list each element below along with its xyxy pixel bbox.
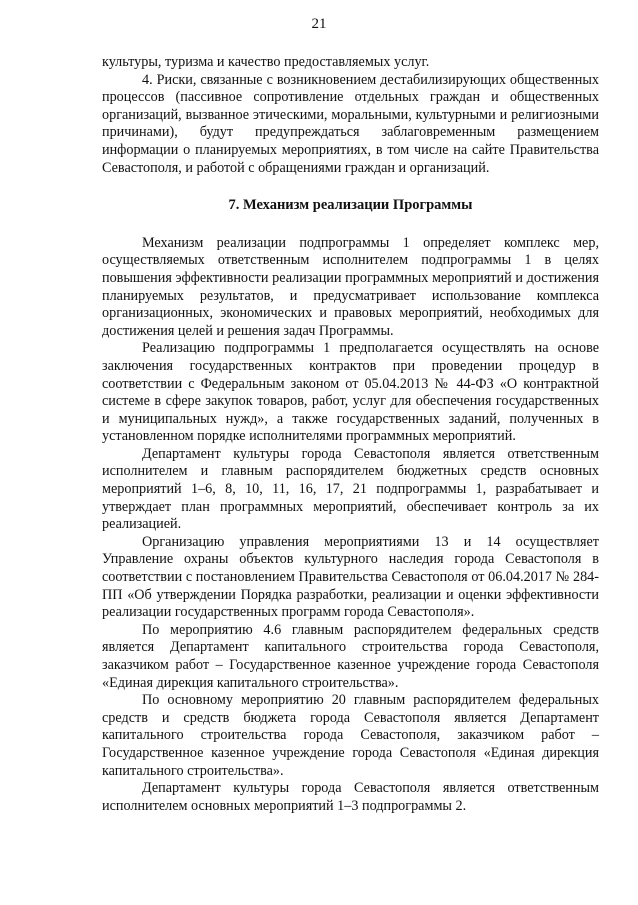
section-heading: 7. Механизм реализации Программы	[228, 197, 473, 214]
paragraph: 4. Риски, связанные с возникновением дестабилизирующих общественных процессов (пассивное сопротивление отдельных граждан и общественных организаций, вызванное этическими, моральными, культурными и религиозными причинами), будут предупреждаться заблаговременным размещением информации о планируемых мероприятиях, в том числе на сайте Правительства Севастополя, и работой с обращениями граждан и организаций.	[102, 71, 599, 176]
paragraph: По мероприятию 4.6 главным распорядителем федеральных средств является Департамент капитального строительства города Севастополя, заказчиком работ – Государственное казенное учреждение города Севастополя «Единая дирекция капитального строительства».	[102, 621, 599, 691]
paragraph: Департамент культуры города Севастополя является ответственным исполнителем и главным распорядителем бюджетных средств основных мероприятий 1–6, 8, 10, 11, 16, 17, 21 подпрограммы 1, разрабатывает и утверждает план программных мероприятий, обеспечивает контроль за их реализацией.	[102, 445, 599, 533]
paragraph: Реализацию подпрограммы 1 предполагается осуществлять на основе заключения государственных контрактов при проведении процедур в соответствии с Федеральным законом от 05.04.2013 № 44-ФЗ «О контрактной системе в сфере закупок товаров, работ, услуг для обеспечения государственных и муниципальных нужд», а также государственных заданий, полученных в установленном порядке исполнителями программных мероприятий.	[102, 340, 599, 445]
paragraph: По основному мероприятию 20 главным распорядителем федеральных средств и средств бюджета города Севастополя является Департамент капитального строительства города Севастополя, заказчиком работ – Государственное казенное учреждение города Севастополя «Единая дирекция капитального строительства».	[102, 692, 599, 779]
paragraph: Механизм реализации подпрограммы 1 определяет комплекс мер, осуществляемых ответственным исполнителем подпрограммы 1 в целях повышения эффективности реализации программных мероприятий и достижения планируемых результатов, и предусматривает использование комплекса организационных, экономических и правовых мероприятий, необходимых для достижения целей и решения задач Программы.	[102, 234, 599, 339]
paragraph: Организацию управления мероприятиями 13 и 14 осуществляет Управление охраны объектов культурного наследия города Севастополя в соответствии с постановлением Правительства Севастополя от 06.04.2017 № 284-ПП «Об утверждении Порядка разработки, реализации и оценки эффективности реализации государственных программ города Севастополя».	[102, 533, 599, 621]
paragraph: культуры, туризма и качество предоставляемых услуг.	[102, 54, 430, 70]
page-number: 21	[311, 16, 327, 32]
document-body	[102, 54, 599, 815]
paragraph: Департамент культуры города Севастополя является ответственным исполнителем основных мероприятий 1–3 подпрограммы 2.	[102, 780, 599, 814]
